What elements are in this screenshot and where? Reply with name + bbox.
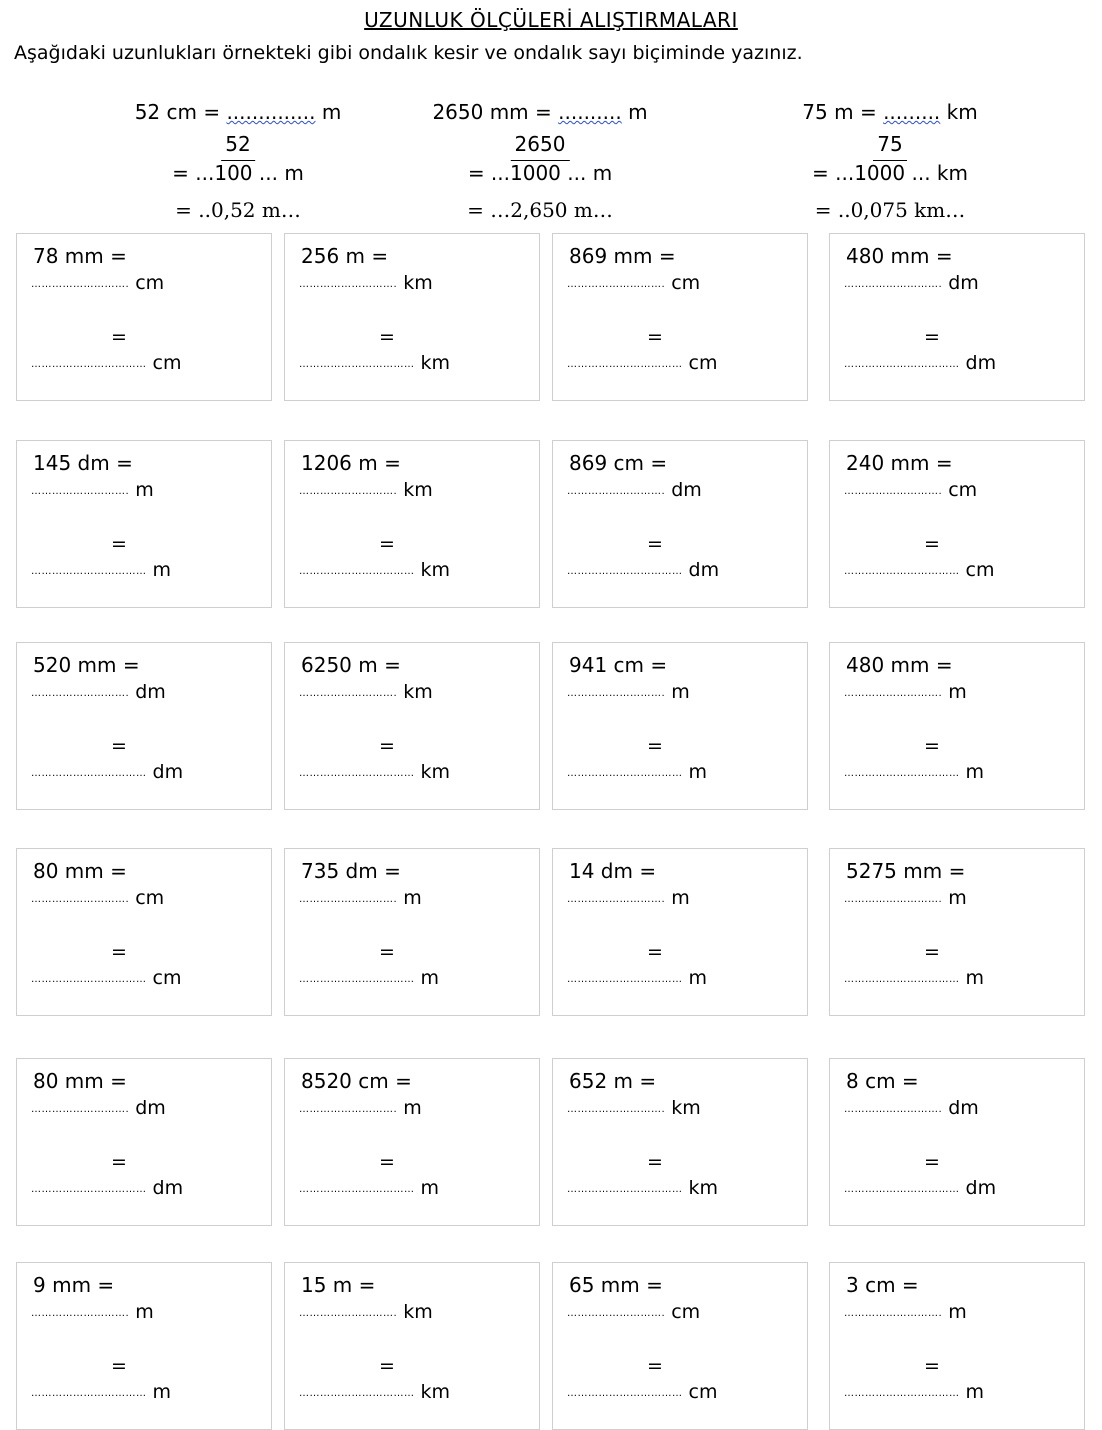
unit-label: m <box>948 681 967 703</box>
equals-sign: = <box>111 941 127 963</box>
exercise-question: 78 mm = <box>33 244 127 268</box>
exercise-box <box>16 1058 272 1226</box>
equals-sign: = <box>111 735 127 757</box>
answer-line-fraction[interactable]: ………………………. m <box>31 479 154 501</box>
answer-line-decimal[interactable]: …………………………… cm <box>31 352 182 374</box>
answer-line-decimal[interactable]: …………………………… m <box>567 761 708 783</box>
example-fraction: $\frac{75}{= ...1000 ... km}$ <box>812 132 968 185</box>
unit-label: cm <box>948 479 978 501</box>
exercise-question: 520 mm = <box>33 653 140 677</box>
answer-line-decimal[interactable]: …………………………… m <box>844 1381 985 1403</box>
unit-label: m <box>403 1097 422 1119</box>
exercise-question: 480 mm = <box>846 244 953 268</box>
fraction-denominator: 1000 <box>854 161 906 185</box>
exercise-box <box>552 848 808 1016</box>
equals-sign: = <box>647 941 663 963</box>
exercise-box <box>829 848 1085 1016</box>
answer-line-fraction[interactable]: ………………………. km <box>299 479 433 501</box>
equals-sign: = <box>924 533 940 555</box>
unit-label: dm <box>152 1177 184 1199</box>
answer-line-decimal[interactable]: …………………………… km <box>567 1177 719 1199</box>
answer-line-fraction[interactable]: ………………………. m <box>299 1097 422 1119</box>
answer-line-decimal[interactable]: …………………………… m <box>31 1381 172 1403</box>
exercise-box <box>552 642 808 810</box>
exercise-box <box>284 848 540 1016</box>
unit-label: km <box>403 479 433 501</box>
exercise-question: 3 cm = <box>846 1273 919 1297</box>
answer-line-fraction[interactable]: ………………………. m <box>567 681 690 703</box>
answer-line-fraction[interactable]: ………………………. km <box>567 1097 701 1119</box>
exercise-box <box>552 1058 808 1226</box>
equals-sign: = <box>647 1355 663 1377</box>
unit-label: dm <box>135 681 166 703</box>
answer-line-fraction[interactable]: ………………………. dm <box>567 479 702 501</box>
answer-line-fraction[interactable]: ………………………. dm <box>31 681 166 703</box>
example-prompt: 75 m = ......... km <box>802 100 978 124</box>
example-fraction: $\frac{2650}{= ...1000 ... m}$ <box>467 132 613 185</box>
unit-label: m <box>671 887 690 909</box>
unit-label: cm <box>135 887 165 909</box>
answer-line-decimal[interactable]: …………………………… m <box>844 761 985 783</box>
equals-sign: = <box>924 1151 940 1173</box>
exercise-box <box>16 642 272 810</box>
exercise-question: 8 cm = <box>846 1069 919 1093</box>
unit-label: m <box>135 1301 154 1323</box>
equals-sign: = <box>924 735 940 757</box>
exercise-box <box>552 1262 808 1430</box>
equals-sign: = <box>111 1151 127 1173</box>
unit-label: cm <box>688 1381 718 1403</box>
answer-line-decimal[interactable]: …………………………… dm <box>844 352 997 374</box>
answer-line-decimal[interactable]: …………………………… m <box>299 1177 440 1199</box>
equals-sign: = <box>924 1355 940 1377</box>
equals-sign: = <box>379 735 395 757</box>
unit-label: m <box>420 1177 440 1199</box>
equals-sign: = <box>647 326 663 348</box>
unit-label: m <box>152 1381 172 1403</box>
exercise-question: 65 mm = <box>569 1273 663 1297</box>
answer-line-fraction[interactable]: ………………………. m <box>844 1301 967 1323</box>
example-decimal: = …2,650 m… <box>467 198 613 222</box>
exercise-question: 652 m = <box>569 1069 657 1093</box>
equals-sign: = <box>111 326 127 348</box>
exercise-box <box>16 233 272 401</box>
answer-line-decimal[interactable]: …………………………… m <box>31 559 172 581</box>
answer-line-decimal[interactable]: …………………………… dm <box>567 559 720 581</box>
exercise-question: 80 mm = <box>33 859 127 883</box>
answer-line-decimal[interactable]: …………………………… m <box>844 967 985 989</box>
fraction-denominator: 100 <box>214 161 253 185</box>
equals-sign: = <box>647 1151 663 1173</box>
example-decimal: = ..0,52 m… <box>175 198 301 222</box>
unit-label: cm <box>688 352 718 374</box>
exercise-box <box>16 848 272 1016</box>
unit-label: m <box>948 887 967 909</box>
exercise-question: 1206 m = <box>301 451 401 475</box>
exercise-question: 480 mm = <box>846 653 953 677</box>
exercise-box <box>552 440 808 608</box>
answer-line-decimal[interactable]: …………………………… dm <box>31 761 184 783</box>
exercise-question: 145 dm = <box>33 451 133 475</box>
equals-sign: = <box>379 1355 395 1377</box>
exercise-box <box>284 233 540 401</box>
equals-sign: = <box>379 1151 395 1173</box>
fraction-numerator: 52 <box>221 132 254 161</box>
exercise-box <box>829 1058 1085 1226</box>
answer-line-decimal[interactable]: …………………………… km <box>299 761 451 783</box>
answer-line-fraction[interactable]: ………………………. km <box>299 1301 433 1323</box>
answer-line-fraction[interactable]: ………………………. m <box>844 681 967 703</box>
unit-label: cm <box>152 352 182 374</box>
unit-label: dm <box>965 1177 997 1199</box>
example-prompt: 52 cm = .............. m <box>134 100 342 124</box>
equals-sign: = <box>379 326 395 348</box>
exercise-question: 735 dm = <box>301 859 401 883</box>
exercise-box <box>16 440 272 608</box>
worksheet-title: UZUNLUK ÖLÇÜLERİ ALIŞTIRMALARI <box>364 8 738 32</box>
answer-line-fraction[interactable]: ………………………. dm <box>844 1097 979 1119</box>
unit-label: m <box>403 887 422 909</box>
answer-line-fraction[interactable]: ………………………. cm <box>567 272 701 294</box>
exercise-box <box>829 1262 1085 1430</box>
instruction-text: Aşağıdaki uzunlukları örnekteki gibi ondalık kesir ve ondalık sayı biçiminde yazınız. <box>14 42 803 64</box>
unit-label: m <box>965 761 985 783</box>
equals-sign: = <box>111 533 127 555</box>
equals-sign: = <box>647 735 663 757</box>
answer-line-fraction[interactable]: ………………………. km <box>299 681 433 703</box>
exercise-box <box>552 233 808 401</box>
unit-label: cm <box>965 559 995 581</box>
answer-line-decimal[interactable]: …………………………… m <box>567 967 708 989</box>
example-prompt: 2650 mm = .......... m <box>432 100 648 124</box>
unit-label: m <box>671 681 690 703</box>
exercise-box <box>284 1058 540 1226</box>
equals-sign: = <box>647 533 663 555</box>
answer-line-decimal[interactable]: …………………………… cm <box>31 967 182 989</box>
answer-line-fraction[interactable]: ………………………. cm <box>567 1301 701 1323</box>
answer-line-fraction[interactable]: ………………………. m <box>31 1301 154 1323</box>
unit-label: m <box>420 967 440 989</box>
answer-line-fraction[interactable]: ………………………. cm <box>844 479 978 501</box>
exercise-box <box>284 1262 540 1430</box>
exercise-question: 15 m = <box>301 1273 376 1297</box>
answer-line-decimal[interactable]: …………………………… km <box>299 559 451 581</box>
exercise-question: 5275 mm = <box>846 859 966 883</box>
answer-line-fraction[interactable]: ………………………. dm <box>844 272 979 294</box>
answer-line-fraction[interactable]: ………………………. m <box>844 887 967 909</box>
unit-label: m <box>135 479 154 501</box>
exercise-question: 8520 cm = <box>301 1069 412 1093</box>
example-2 <box>420 100 660 222</box>
unit-label: dm <box>671 479 702 501</box>
fraction-numerator: 75 <box>873 132 906 161</box>
answer-line-fraction[interactable]: ………………………. km <box>299 272 433 294</box>
exercise-question: 256 m = <box>301 244 389 268</box>
equals-sign: = <box>924 941 940 963</box>
unit-label: cm <box>152 967 182 989</box>
answer-line-fraction[interactable]: ………………………. m <box>299 887 422 909</box>
answer-line-decimal[interactable]: …………………………… cm <box>567 352 718 374</box>
fraction-numerator: 2650 <box>511 132 570 161</box>
answer-line-decimal[interactable]: …………………………… cm <box>844 559 995 581</box>
unit-label: km <box>420 1381 451 1403</box>
exercise-box <box>16 1262 272 1430</box>
unit-label: dm <box>948 1097 979 1119</box>
unit-label: dm <box>152 761 184 783</box>
exercise-question: 240 mm = <box>846 451 953 475</box>
equals-sign: = <box>924 326 940 348</box>
unit-label: km <box>688 1177 719 1199</box>
equals-sign: = <box>111 1355 127 1377</box>
unit-label: km <box>420 559 451 581</box>
unit-label: cm <box>671 272 701 294</box>
exercise-question: 14 dm = <box>569 859 657 883</box>
unit-label: km <box>420 352 451 374</box>
answer-line-decimal[interactable]: …………………………… dm <box>31 1177 184 1199</box>
exercise-question: 869 mm = <box>569 244 676 268</box>
unit-label: m <box>152 559 172 581</box>
exercise-question: 6250 m = <box>301 653 401 677</box>
fraction-denominator: 1000 <box>510 161 561 185</box>
unit-label: m <box>965 1381 985 1403</box>
unit-label: km <box>671 1097 701 1119</box>
exercise-question: 80 mm = <box>33 1069 127 1093</box>
answer-line-fraction[interactable]: ………………………. dm <box>31 1097 166 1119</box>
unit-label: km <box>420 761 451 783</box>
unit-label: dm <box>688 559 720 581</box>
equals-sign: = <box>379 533 395 555</box>
example-3 <box>770 100 1010 222</box>
answer-line-decimal[interactable]: …………………………… km <box>299 1381 451 1403</box>
answer-line-decimal[interactable]: …………………………… dm <box>844 1177 997 1199</box>
exercise-question: 869 cm = <box>569 451 668 475</box>
answer-line-fraction[interactable]: ………………………. cm <box>31 272 165 294</box>
answer-line-fraction[interactable]: ………………………. cm <box>31 887 165 909</box>
exercise-box <box>829 233 1085 401</box>
unit-label: km <box>403 681 433 703</box>
exercise-box <box>284 440 540 608</box>
unit-label: m <box>965 967 985 989</box>
unit-label: m <box>688 967 708 989</box>
exercise-question: 9 mm = <box>33 1273 115 1297</box>
unit-label: dm <box>965 352 997 374</box>
unit-label: km <box>403 272 433 294</box>
unit-label: dm <box>135 1097 166 1119</box>
example-1 <box>128 100 348 222</box>
equals-sign: = <box>379 941 395 963</box>
exercise-box <box>829 642 1085 810</box>
answer-line-fraction[interactable]: ………………………. m <box>567 887 690 909</box>
example-fraction: $\frac{52}{= ...100 ... m}$ <box>172 132 304 185</box>
unit-label: cm <box>135 272 165 294</box>
answer-line-decimal[interactable]: …………………………… km <box>299 352 451 374</box>
answer-line-decimal[interactable]: …………………………… m <box>299 967 440 989</box>
answer-line-decimal[interactable]: …………………………… cm <box>567 1381 718 1403</box>
unit-label: m <box>948 1301 967 1323</box>
exercise-box <box>284 642 540 810</box>
unit-label: cm <box>671 1301 701 1323</box>
unit-label: dm <box>948 272 979 294</box>
example-decimal: = ..0,075 km… <box>814 198 966 222</box>
exercise-question: 941 cm = <box>569 653 668 677</box>
unit-label: km <box>403 1301 433 1323</box>
unit-label: m <box>688 761 708 783</box>
exercise-box <box>829 440 1085 608</box>
